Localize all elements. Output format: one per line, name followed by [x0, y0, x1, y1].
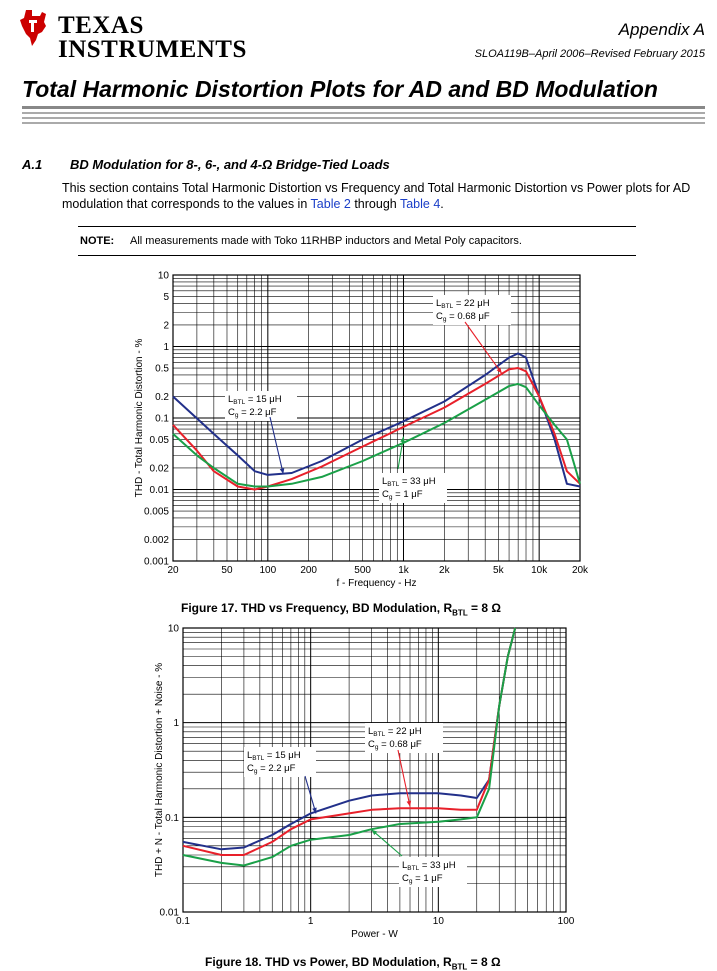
paragraph-end: .: [440, 197, 444, 211]
label-arrowhead: [497, 368, 502, 374]
label-capacitance: $C_g = 2.2$ μF: [247, 763, 296, 775]
label-inductance: $L_{BTL} = 33$ μH: [382, 476, 436, 488]
y-tick-label: 0.5: [155, 363, 169, 375]
label-capacitance: $C_g = 2.2$ μF: [228, 407, 277, 419]
label-capacitance: $C_g = 0.68$ μF: [436, 311, 490, 323]
brand-name-line1: TEXAS: [58, 12, 144, 39]
paragraph-mid: through: [350, 197, 400, 211]
x-tick-label: 10k: [531, 565, 548, 576]
y-tick-label: 0.001: [143, 556, 169, 568]
series-line-red: [173, 368, 580, 490]
table-2-link[interactable]: Table 2: [310, 197, 351, 211]
y-tick-label: 0.2: [155, 391, 169, 403]
y-tick-label: 0.02: [149, 463, 169, 475]
section-paragraph: [62, 180, 702, 212]
y-tick-label: 1: [173, 718, 179, 730]
table-4-link[interactable]: Table 4: [399, 197, 441, 211]
note-text: All measurements made with Toko 11RHBP inductors and Metal Poly capacitors.: [130, 235, 522, 247]
y-tick-label: 0.005: [143, 506, 169, 518]
label-arrow: [465, 322, 502, 373]
chart-grid: [183, 628, 566, 912]
section-number: A.1: [22, 157, 43, 172]
thd-vs-power-chart: [140, 618, 590, 948]
label-capacitance: $C_g = 0.68$ μF: [368, 739, 422, 751]
label-arrow: [372, 830, 402, 856]
y-tick-label: 0.1: [165, 812, 179, 824]
figure-17-caption-main: Figure 17. THD vs Frequency, BD Modulation, R: [181, 601, 453, 615]
label-inductance: $L_{BTL} = 15$ μH: [247, 750, 301, 762]
series-label-blue: [225, 391, 297, 474]
label-arrowhead: [407, 801, 412, 807]
document-id: SLOA119B–April 2006–Revised February 2015: [474, 48, 705, 60]
y-tick-label: 0.05: [149, 435, 169, 447]
x-tick-label: 0.1: [176, 916, 190, 927]
x-tick-label: 200: [300, 565, 318, 576]
plot-frame: [183, 628, 566, 912]
y-tick-label: 2: [163, 320, 169, 332]
x-axis-label: f - Frequency - Hz: [336, 578, 417, 589]
label-inductance: $L_{BTL} = 22$ μH: [436, 298, 490, 310]
figure-18-caption-end: = 8 Ω: [467, 955, 501, 969]
x-tick-label: 5k: [493, 565, 504, 576]
figure-18-caption: [205, 955, 501, 971]
label-inductance: $L_{BTL} = 33$ μH: [402, 860, 456, 872]
x-tick-label: 20: [167, 565, 179, 576]
y-tick-label: 5: [163, 292, 169, 304]
figure-17-caption: [181, 601, 501, 617]
label-capacitance: $C_g = 1$ μF: [382, 489, 423, 501]
page-title: Total Harmonic Distortion Plots for AD and BD Modulation: [22, 76, 658, 102]
brand-name-line2: INSTRUMENTS: [58, 36, 247, 63]
note-rule-top: [78, 226, 636, 227]
x-tick-label: 100: [259, 565, 277, 576]
figure-18-caption-sub: BTL: [451, 962, 468, 971]
appendix-label: Appendix A: [618, 20, 705, 39]
series-label-blue: [244, 747, 317, 813]
x-tick-label: 50: [221, 565, 233, 576]
figure-17-caption-end: = 8 Ω: [467, 601, 502, 615]
y-tick-label: 10: [157, 270, 169, 282]
y-tick-label: 1: [163, 342, 169, 353]
label-inductance: $L_{BTL} = 15$ μH: [228, 394, 282, 406]
x-tick-label: 10: [432, 916, 444, 927]
note-label: NOTE:: [80, 235, 115, 247]
thd-vs-frequency-chart: [120, 262, 600, 592]
x-tick-label: 100: [557, 916, 575, 927]
x-axis-label: Power - W: [351, 929, 398, 940]
section-title: BD Modulation for 8-, 6-, and 4-Ω Bridge-Tied Loads: [70, 157, 390, 172]
title-rule: [22, 117, 705, 119]
label-capacitance: $C_g = 1$ μF: [402, 873, 443, 885]
ti-logo-icon: [18, 8, 48, 48]
x-tick-label: 1k: [398, 565, 409, 576]
series-label-red: [433, 295, 511, 373]
x-tick-label: 2k: [439, 565, 450, 576]
figure-18-caption-main: Figure 18. THD vs Power, BD Modulation, R: [205, 955, 452, 969]
paragraph-text: This section contains Total Harmonic Distortion vs Frequency and Total Harmonic Distortion vs Power plots for AD modulation that corresponds to the values in: [62, 181, 691, 211]
label-arrow: [270, 417, 283, 474]
title-rule: [22, 122, 705, 124]
y-tick-label: 0.01: [159, 907, 179, 919]
label-inductance: $L_{BTL} = 22$ μH: [368, 726, 422, 738]
note-rule-bottom: [78, 255, 636, 256]
title-rule: [22, 112, 705, 114]
y-tick-label: 0.1: [155, 413, 169, 425]
x-tick-label: 500: [354, 565, 371, 576]
y-tick-label: 0.002: [143, 534, 169, 546]
figure-17-caption-sub: BTL: [452, 608, 468, 618]
x-tick-label: 20k: [571, 565, 589, 576]
y-tick-label: 0.01: [149, 485, 169, 496]
title-rule: [22, 106, 705, 109]
x-tick-label: 1: [307, 916, 314, 927]
y-axis-label: THD + N - Total Harmonic Distortion + Noise - %: [154, 662, 165, 878]
y-axis-label: THD - Total Harmonic Distortion - %: [134, 338, 145, 498]
y-tick-label: 10: [167, 623, 179, 635]
